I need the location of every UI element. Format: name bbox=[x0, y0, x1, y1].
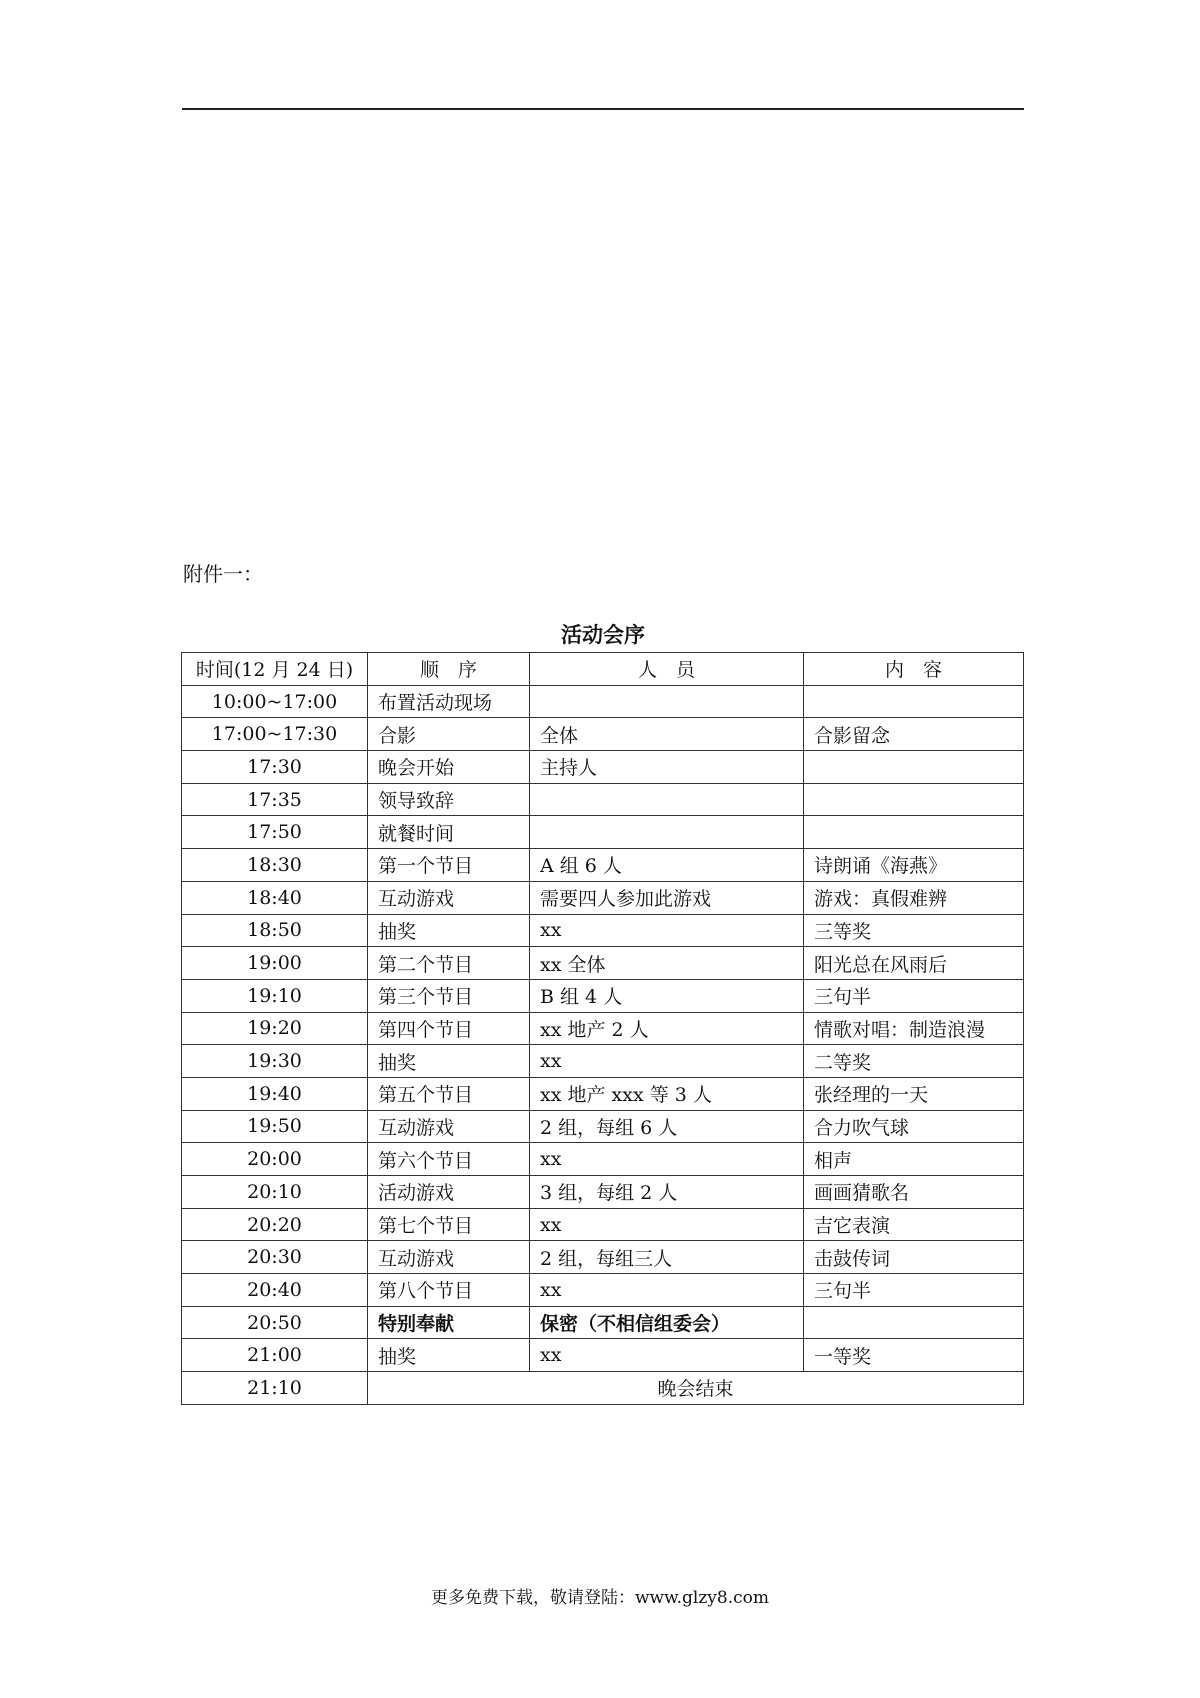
cell-time: 17:00~17:30 bbox=[182, 718, 368, 751]
cell-time: 20:00 bbox=[182, 1143, 368, 1176]
cell-order: 合影 bbox=[368, 718, 530, 751]
attachment-label: 附件一： bbox=[183, 562, 263, 586]
cell-order: 活动游戏 bbox=[368, 1176, 530, 1209]
cell-content: 情歌对唱：制造浪漫 bbox=[804, 1012, 1024, 1045]
cell-order: 第五个节目 bbox=[368, 1077, 530, 1110]
table-row bbox=[182, 1143, 1024, 1176]
table-row bbox=[182, 685, 1024, 718]
cell-people: xx bbox=[530, 914, 804, 947]
table-row bbox=[182, 914, 1024, 947]
cell-content: 二等奖 bbox=[804, 1045, 1024, 1078]
program-table bbox=[181, 652, 1024, 1405]
cell-time: 20:20 bbox=[182, 1208, 368, 1241]
cell-time: 19:00 bbox=[182, 947, 368, 980]
cell-content bbox=[804, 1306, 1024, 1339]
cell-time: 19:40 bbox=[182, 1077, 368, 1110]
cell-people bbox=[530, 816, 804, 849]
table-row bbox=[182, 1077, 1024, 1110]
table-row bbox=[182, 1176, 1024, 1209]
cell-people: 2 组，每组三人 bbox=[530, 1241, 804, 1274]
cell-content: 击鼓传词 bbox=[804, 1241, 1024, 1274]
cell-content bbox=[804, 816, 1024, 849]
cell-order: 互动游戏 bbox=[368, 1110, 530, 1143]
cell-time: 20:40 bbox=[182, 1274, 368, 1307]
cell-order: 互动游戏 bbox=[368, 1241, 530, 1274]
cell-people: xx bbox=[530, 1339, 804, 1372]
table-row-final bbox=[182, 1372, 1024, 1405]
cell-order: 第八个节目 bbox=[368, 1274, 530, 1307]
table-row bbox=[182, 1110, 1024, 1143]
cell-people: xx bbox=[530, 1045, 804, 1078]
cell-people: 2 组，每组 6 人 bbox=[530, 1110, 804, 1143]
cell-order: 布置活动现场 bbox=[368, 685, 530, 718]
cell-order: 第一个节目 bbox=[368, 849, 530, 882]
cell-content: 画画猜歌名 bbox=[804, 1176, 1024, 1209]
cell-time: 21:00 bbox=[182, 1339, 368, 1372]
cell-content bbox=[804, 783, 1024, 816]
cell-order: 领导致辞 bbox=[368, 783, 530, 816]
footer-note: 更多免费下载，敬请登陆：www.glzy8.com bbox=[430, 1588, 769, 1608]
cell-time: 20:10 bbox=[182, 1176, 368, 1209]
table-row bbox=[182, 849, 1024, 882]
cell-people: xx bbox=[530, 1208, 804, 1241]
cell-time: 19:10 bbox=[182, 979, 368, 1012]
cell-content: 合影留念 bbox=[804, 718, 1024, 751]
cell-time: 18:40 bbox=[182, 881, 368, 914]
cell-content: 三句半 bbox=[804, 979, 1024, 1012]
cell-time: 17:35 bbox=[182, 783, 368, 816]
cell-people: xx 地产 xxx 等 3 人 bbox=[530, 1077, 804, 1110]
cell-content: 游戏：真假难辨 bbox=[804, 881, 1024, 914]
cell-order: 抽奖 bbox=[368, 914, 530, 947]
cell-people bbox=[530, 685, 804, 718]
table-row bbox=[182, 751, 1024, 784]
table-row bbox=[182, 1274, 1024, 1307]
cell-people: 主持人 bbox=[530, 751, 804, 784]
cell-content: 诗朗诵《海燕》 bbox=[804, 849, 1024, 882]
cell-people: 需要四人参加此游戏 bbox=[530, 881, 804, 914]
cell-time: 19:50 bbox=[182, 1110, 368, 1143]
cell-content: 三句半 bbox=[804, 1274, 1024, 1307]
table-row bbox=[182, 1208, 1024, 1241]
cell-people: xx 地产 2 人 bbox=[530, 1012, 804, 1045]
table-row bbox=[182, 1012, 1024, 1045]
header-content: 内 容 bbox=[804, 653, 1024, 686]
cell-content: 阳光总在风雨后 bbox=[804, 947, 1024, 980]
cell-content: 一等奖 bbox=[804, 1339, 1024, 1372]
header-people: 人 员 bbox=[530, 653, 804, 686]
table-row bbox=[182, 881, 1024, 914]
cell-people: B 组 4 人 bbox=[530, 979, 804, 1012]
table-header-row bbox=[182, 653, 1024, 686]
table-row bbox=[182, 979, 1024, 1012]
cell-order: 抽奖 bbox=[368, 1045, 530, 1078]
cell-time: 17:30 bbox=[182, 751, 368, 784]
cell-people bbox=[530, 783, 804, 816]
cell-content: 吉它表演 bbox=[804, 1208, 1024, 1241]
table-row bbox=[182, 1241, 1024, 1274]
table-row bbox=[182, 1306, 1024, 1339]
cell-people: 全体 bbox=[530, 718, 804, 751]
cell-people: xx bbox=[530, 1143, 804, 1176]
cell-event-end: 晚会结束 bbox=[368, 1372, 1024, 1405]
table-row bbox=[182, 718, 1024, 751]
table-row bbox=[182, 1045, 1024, 1078]
cell-time: 18:50 bbox=[182, 914, 368, 947]
cell-order: 第三个节目 bbox=[368, 979, 530, 1012]
cell-time: 18:30 bbox=[182, 849, 368, 882]
table-row bbox=[182, 816, 1024, 849]
cell-time: 20:30 bbox=[182, 1241, 368, 1274]
cell-people: xx bbox=[530, 1274, 804, 1307]
cell-order: 特别奉献 bbox=[368, 1306, 530, 1339]
cell-order: 第四个节目 bbox=[368, 1012, 530, 1045]
cell-content: 相声 bbox=[804, 1143, 1024, 1176]
header-rule bbox=[182, 108, 1024, 110]
cell-people: 保密（不相信组委会） bbox=[530, 1306, 804, 1339]
cell-time: 10:00~17:00 bbox=[182, 685, 368, 718]
cell-order: 晚会开始 bbox=[368, 751, 530, 784]
cell-order: 抽奖 bbox=[368, 1339, 530, 1372]
cell-content: 合力吹气球 bbox=[804, 1110, 1024, 1143]
cell-time: 19:20 bbox=[182, 1012, 368, 1045]
cell-time: 20:50 bbox=[182, 1306, 368, 1339]
table-row bbox=[182, 947, 1024, 980]
cell-people: xx 全体 bbox=[530, 947, 804, 980]
table-title: 活动会序 bbox=[561, 623, 645, 647]
cell-content: 三等奖 bbox=[804, 914, 1024, 947]
table-row bbox=[182, 783, 1024, 816]
cell-time: 19:30 bbox=[182, 1045, 368, 1078]
table-row bbox=[182, 1339, 1024, 1372]
cell-order: 第二个节目 bbox=[368, 947, 530, 980]
cell-content bbox=[804, 751, 1024, 784]
cell-people: A 组 6 人 bbox=[530, 849, 804, 882]
cell-order: 就餐时间 bbox=[368, 816, 530, 849]
header-time: 时间(12 月 24 日) bbox=[182, 653, 368, 686]
cell-content: 张经理的一天 bbox=[804, 1077, 1024, 1110]
cell-order: 互动游戏 bbox=[368, 881, 530, 914]
cell-time: 17:50 bbox=[182, 816, 368, 849]
program-table-body bbox=[182, 685, 1024, 1404]
cell-people: 3 组，每组 2 人 bbox=[530, 1176, 804, 1209]
cell-order: 第六个节目 bbox=[368, 1143, 530, 1176]
cell-time: 21:10 bbox=[182, 1372, 368, 1405]
cell-content bbox=[804, 685, 1024, 718]
header-order: 顺 序 bbox=[368, 653, 530, 686]
cell-order: 第七个节目 bbox=[368, 1208, 530, 1241]
